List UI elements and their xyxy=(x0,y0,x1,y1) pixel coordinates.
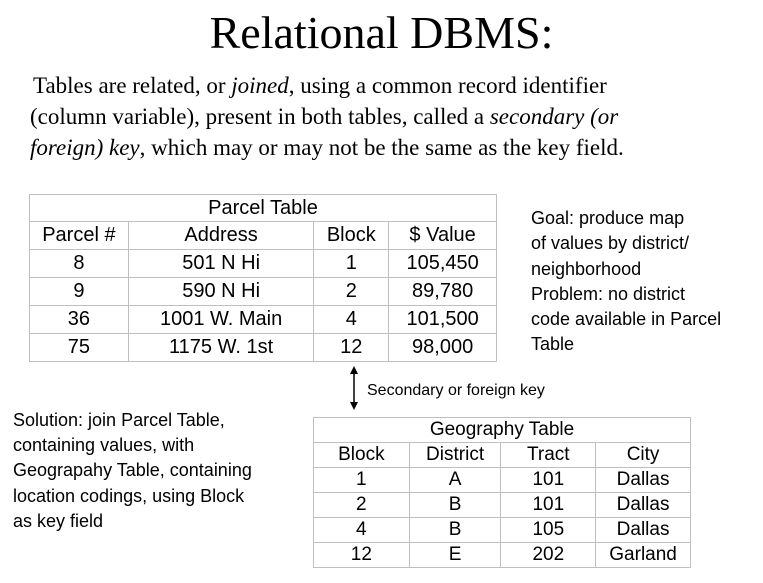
goal-problem-text xyxy=(531,206,763,358)
table-cell: 1 xyxy=(314,250,389,278)
table-cell: 75 xyxy=(30,334,129,362)
solution-line: as key field xyxy=(13,510,104,531)
problem-line: code available in Parcel xyxy=(531,309,722,330)
table-cell: 105,450 xyxy=(389,250,497,278)
table-row xyxy=(30,334,497,362)
problem-line: Problem: no district xyxy=(531,283,686,304)
table-cell: 8 xyxy=(30,250,129,278)
table-row xyxy=(30,278,497,306)
table-cell: Garland xyxy=(596,543,691,568)
table-cell: 101 xyxy=(501,468,596,493)
column-header: Tract xyxy=(501,443,596,468)
column-header: Block xyxy=(314,443,410,468)
goal-line: Goal: produce map xyxy=(531,208,685,228)
intro-line-1 xyxy=(30,70,760,101)
intro-text: Tables are related, or xyxy=(33,73,232,98)
solution-text xyxy=(13,408,313,534)
solution-line: containing values, with xyxy=(13,435,195,456)
table-cell: 105 xyxy=(501,518,596,543)
table-cell: 1 xyxy=(314,468,410,493)
table-cell: B xyxy=(409,518,501,543)
table-row xyxy=(30,250,497,278)
parcel-table-caption: Parcel Table xyxy=(30,195,497,222)
table-caption-row xyxy=(314,418,691,443)
table-cell: 1001 W. Main xyxy=(128,306,314,334)
intro-paragraph xyxy=(30,70,760,163)
table-cell: Dallas xyxy=(596,518,691,543)
problem-line: Table xyxy=(531,334,575,355)
page-title: Relational DBMS: xyxy=(209,7,554,58)
table-cell: 202 xyxy=(501,543,596,568)
table-cell: 501 N Hi xyxy=(128,250,314,278)
intro-line-3 xyxy=(30,132,760,163)
table-row xyxy=(30,306,497,334)
table-cell: 4 xyxy=(314,306,389,334)
column-header: Parcel # xyxy=(30,222,129,250)
solution-line: Solution: join Parcel Table, xyxy=(13,410,225,430)
table-cell: B xyxy=(409,493,501,518)
column-header: Address xyxy=(128,222,314,250)
table-cell: Dallas xyxy=(596,468,691,493)
goal-line: neighborhood xyxy=(531,258,642,279)
table-cell: Dallas xyxy=(596,493,691,518)
double-arrow-icon xyxy=(347,366,361,410)
column-header: City xyxy=(596,443,691,468)
column-header: $ Value xyxy=(389,222,497,250)
table-cell: 2 xyxy=(314,278,389,306)
intro-emphasis-secondary-key: secondary (or xyxy=(489,104,619,129)
table-row xyxy=(314,518,691,543)
parcel-table xyxy=(29,194,497,362)
table-cell: 1175 W. 1st xyxy=(128,334,314,362)
goal-line: of values by district/ xyxy=(531,233,690,254)
intro-text: , which may or may not be the same as the key field. xyxy=(139,135,624,160)
table-row xyxy=(314,493,691,518)
table-cell: 98,000 xyxy=(389,334,497,362)
table-cell: 36 xyxy=(30,306,129,334)
table-cell: 2 xyxy=(314,493,410,518)
intro-emphasis-joined: joined xyxy=(231,73,289,98)
intro-line-2 xyxy=(30,101,760,132)
table-header-row xyxy=(30,222,497,250)
intro-text: , using a common record identifier xyxy=(288,73,607,98)
geography-table xyxy=(313,417,691,568)
table-cell: 101 xyxy=(501,493,596,518)
foreign-key-label: Secondary or foreign key xyxy=(367,382,545,399)
solution-line: Geograpahy Table, containing xyxy=(13,460,252,481)
table-cell: 590 N Hi xyxy=(128,278,314,306)
solution-line: location codings, using Block xyxy=(13,485,245,506)
table-cell: 89,780 xyxy=(389,278,497,306)
column-header: District xyxy=(409,443,501,468)
table-cell: 9 xyxy=(30,278,129,306)
table-cell: E xyxy=(409,543,501,568)
table-cell: 101,500 xyxy=(389,306,497,334)
table-header-row xyxy=(314,443,691,468)
table-cell: A xyxy=(409,468,501,493)
table-row xyxy=(314,543,691,568)
intro-text: (column variable), present in both tables, called a xyxy=(30,104,490,129)
table-caption-row xyxy=(30,195,497,222)
column-header: Block xyxy=(314,222,389,250)
table-row xyxy=(314,468,691,493)
intro-emphasis-foreign-key: foreign) key xyxy=(30,135,140,160)
geography-table-caption: Geography Table xyxy=(314,418,691,443)
table-cell: 12 xyxy=(314,543,410,568)
table-cell: 4 xyxy=(314,518,410,543)
table-cell: 12 xyxy=(314,334,389,362)
